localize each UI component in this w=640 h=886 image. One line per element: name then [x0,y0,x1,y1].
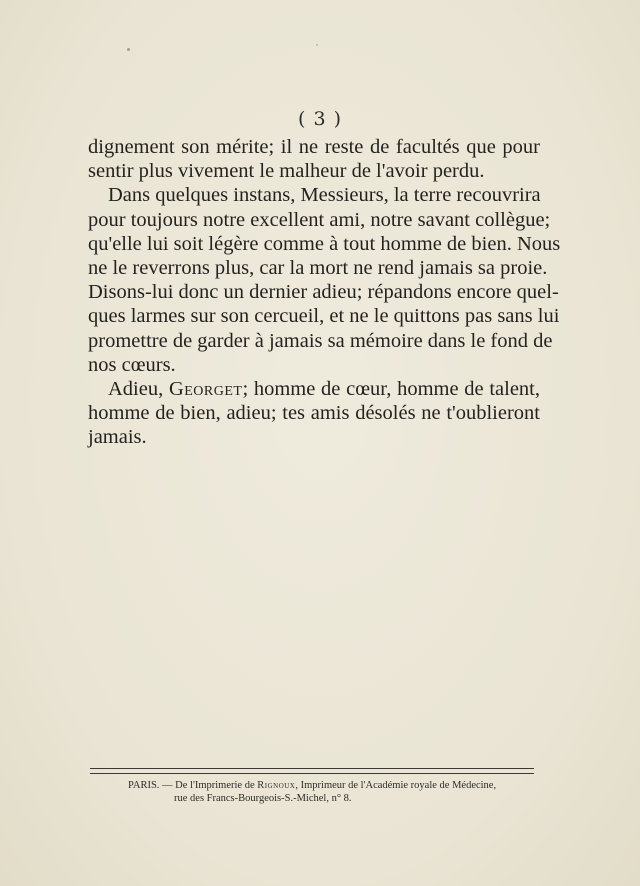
text-segment: Adieu, [108,378,169,401]
person-name: Georget [168,378,243,401]
text-line: jamais. [88,426,147,449]
imprint-line-2: rue des Francs-Bourgeois-S.-Michel, n° 8. [174,793,352,804]
footer-rule-thin [90,768,534,769]
ink-speck [316,44,318,46]
footer-rule-thick [90,773,534,774]
text-line: dignement son mérite; il ne reste de facultés que pour [88,136,540,158]
text-line: Dans quelques instans, Messieurs, la terre recouvrira [108,184,541,207]
text-segment: ; homme de cœur, homme de talent, [242,378,540,401]
text-line: homme de bien, adieu; tes amis désolés ne t'oublieront [88,402,540,425]
text-line: ques larmes sur son cercueil, et ne le quittons pas sans lui [88,305,560,328]
text-line: pour toujours notre excellent ami, notre savant collègue; [88,208,551,231]
text-line: sentir plus vivement le malheur de l'avoir perdu. [88,160,485,183]
text-line: nos cœurs. [88,353,176,376]
ink-speck [127,48,130,51]
printer-name: Rignoux [257,780,296,791]
imprint-text: , Imprimeur de l'Académie royale de Médecine, [295,780,497,791]
imprint-text: PARIS. — De l'Imprimerie de [128,780,258,791]
printer-imprint [128,779,518,805]
page-number: ( 3 ) [298,108,342,130]
text-line [88,377,540,401]
text-line: promettre de garder à jamais sa mémoire dans le fond de [88,329,553,352]
text-line: ne le reverrons plus, car la mort ne rend jamais sa proie. [88,257,548,280]
text-line: qu'elle lui soit légère comme à tout homme de bien. Nous [88,232,561,255]
imprint-line-1 [128,779,518,792]
text-line: Disons-lui donc un dernier adieu; répandons encore quel- [88,281,559,304]
body-text [88,135,561,450]
